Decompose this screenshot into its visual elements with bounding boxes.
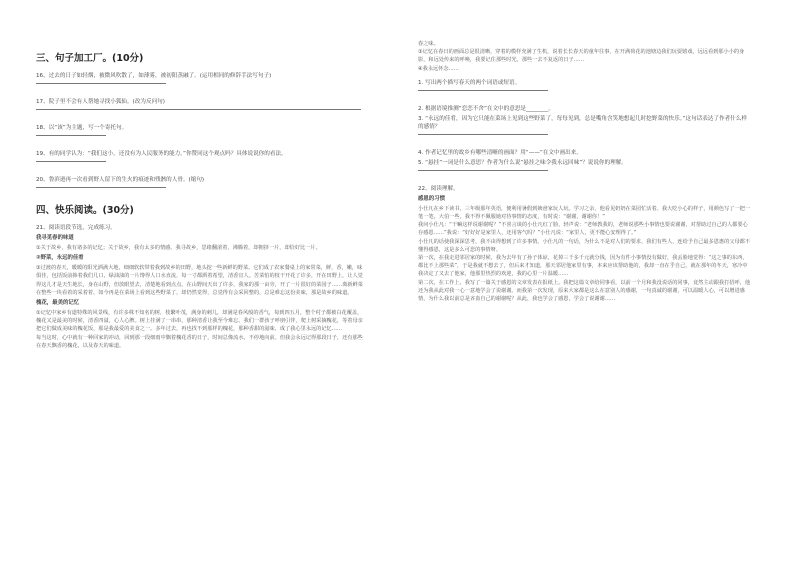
passage-paragraph: 第一次，在我走进邻居家的时候，我为去年有了孙子体谅，花掉三千多千元就分钱，因为有件小事情没有做好，我丢脸地觉得：“这之事的东西，都比不上那些菜”，于是我就不想去了，但后来才知道，那天邻居他家里有事，本来应该帮助他的，我却一直在乎自己，就在那年的冬天，寒冷中我决定了又去了他家，他那里热烈的欢迎，我的心里一片温暖…… <box>418 255 748 278</box>
reading-question-3: 3. “永远的佳肴，因为它只能在菜场上见到这些野菜了，每每见到，总是嘴角含笑地想起儿时挖野菜的快乐。”这句话表达了作者什么样的感情？ <box>418 115 747 130</box>
answer-line <box>418 134 548 135</box>
question-20: 20、鲁滨逊再一次看到野人留下的生火的痕迹和残骸的人骨。(缩句) <box>36 177 205 183</box>
answer-line <box>418 90 548 91</box>
answer-line <box>36 187 166 188</box>
question-16: 16、过去的日子如轻烟，被微风吹散了，如薄雾，被初阳蒸融了。(运用相同的修辞手法写句子) <box>36 73 272 79</box>
passage-paragraph: 春之味。 <box>418 41 439 47</box>
passage-subheading: ②野菜，永远的佳肴 <box>36 255 84 262</box>
reading-question-2: 2. 根据语境推测“恋恋不舍”在文中的意思是________。 <box>418 105 554 112</box>
passage-paragraph: 第二次，在工作上，我写了一篇关于感恩的文章发表在报纸上。我把这篇文章给同事看，以前一个月和我没说话的同事，竟然主动跟我打招呼，他还为我从此对我一心一意地学会了说谢谢。而我第一次发现，原来大家都是这么在意别人的感谢，一句真诚的谢谢，可以温暖人心，可以增进感情，为什么我以前总是吝啬自己的谢谢呢？从此，我也学会了感恩，学会了说谢谢…… <box>418 279 751 303</box>
passage-paragraph: ①记忆中家乡有道特殊的风景线，有许多株不知名的树，枝繁叶茂，满身的刺儿，却满是春风般的香气，每到四五月，整个村子都被白花覆盖，槐花又是最美的时候，清香四溢，心人心脾。树上挂满了一串串，那种清香让我至今难忘。我们一群孩子呼朋引伴，爬上树采摘槐花，等着母亲把它们做成美味的槐花饭，那是我最爱的美食之一。多年过去，再也找不到那样的槐花，那种香甜的滋味，成了我心里永远的记忆…… <box>36 310 363 333</box>
answer-line <box>418 170 548 171</box>
passage-paragraph: 小仕凡在乡下读书，三年级那年英语，便利用暑假到姨爸家玩人玩。学习之余，他看见奶奶在菜园忙活着。我大吃小心的样子，用颜色写了一把一笔一笔，大伯一些，我不得不佩服她对待事情的态度，有时说：“谢谢，谢谢你！” <box>418 205 751 221</box>
question-19: 19、有的同学认为：“我们这小，还没有为人民服务的能力。”你赞同这个观点吗？具体说说你的看法。 <box>36 151 287 157</box>
passage-paragraph: ③记忆在春日的画面总是很清晰，穿着的模样充满了生机，说着长长春天的童年往事，在开满荷花的池塘边我们玩耍嬉戏，远远看到那小小的身影，和远处传来的呼唤，我要记住那些时光，那些一去不复返的日子…… <box>418 49 745 64</box>
passage-subheading: 槐花，最美的记忆 <box>36 300 80 307</box>
passage-title: 我寻觅春的味道 <box>36 235 74 241</box>
section-3-title: 三、句子加工厂。(10分) <box>36 53 144 64</box>
reading-question-5: 5. “悬挂”一词是什么意思？作者为什么说“悬挂之味令我永远回味”？说说你的理解。 <box>418 159 627 166</box>
section-4-title: 四、快乐阅读。(30分) <box>36 205 134 216</box>
right-column <box>418 40 750 303</box>
reading-question-4: 4. 作者记忆里的故乡有哪些清晰的画面？用“——”在文中画出来。 <box>418 149 582 156</box>
question-17: 17、院子里不会有人帮她寻找小狐仙。(改为反问句) <box>36 99 165 105</box>
answer-line <box>36 135 106 136</box>
reading-question-1: 1. 写出两个描写春天的两个词语或短语。 <box>418 79 521 86</box>
passage-paragraph: ④我永远怀念…… <box>418 65 459 72</box>
passage-paragraph: 每当这时，心中就有一种回家的冲动，回到那一段细雨中飘着槐花香的日子，时间总像流水，不停地向前。但我会永远记得那段日子，还有那些在春天飘香的槐花，以及春天的味道。 <box>36 334 363 349</box>
left-column <box>36 40 366 350</box>
answer-line <box>36 161 106 162</box>
passage-title: 感恩的习惯 <box>418 195 445 202</box>
question-22: 22、阅读理解。 <box>418 185 459 192</box>
answer-line <box>36 83 166 84</box>
answer-line <box>36 109 361 110</box>
passage-paragraph: 小仕凡的话使我深深思考，我不由得想到了许多事情。小仕凡的一句话，为什么不是对人们的要求，我们有些人，连给予自己最多恩惠的父母都不懂得感恩，这是多么可悲的事情呀。 <box>418 238 751 253</box>
question-21: 21、阅读语段节选，完成练习。 <box>36 225 116 231</box>
passage-paragraph: 我问小仕凡：“干嘛这样说谢谢呢？”不喜言谈的小仕凡红了脸，轻声说：“老师教我的，老师说那些小事情也要说谢谢，对帮助过自己的人都要心存感恩……”我说：“好好好是家里人，还用客气吗？”小仕凡说：“家里人，更不能心安理得了。” <box>418 222 748 237</box>
passage-paragraph: ①关于故乡，我有诸多的记忆；关于故乡，我有太多的情感。我寻故乡，思绪翻滚着，沸腾着，却拥挤一片，却恰好比一片。 <box>36 245 321 251</box>
passage-paragraph: ③过渡的春天，暖暖的阳光洒满大地，细细软软带着我到故乡的田野，地头挖一些新鲜的野菜。它们成了农家餐桌上的家常菜，鲜，香，嫩，味俱佳，包括饭前掺着我们几口，绿油油的一片馋得人口水直流，每一寸都洒着希望，清香宜人。苦菜怕的枝干开花了许多，开在田野上，让人觉得这儿才是天生地长，身在山野，但放眼望去，清楚地看到点点。在山野间天出了许多，我家的那一亩旁，开了一片很好的菜园子……离新鲜菜在整些一块看着的采着着，如今再是在菜场上看到这些野菜了，却仍然觉得，总觉得有会采回整的，总是难忘这份美味，那是故乡的味道。 <box>36 265 363 296</box>
question-18: 18、以“该”为主题，写一个寄托句。 <box>36 125 128 131</box>
